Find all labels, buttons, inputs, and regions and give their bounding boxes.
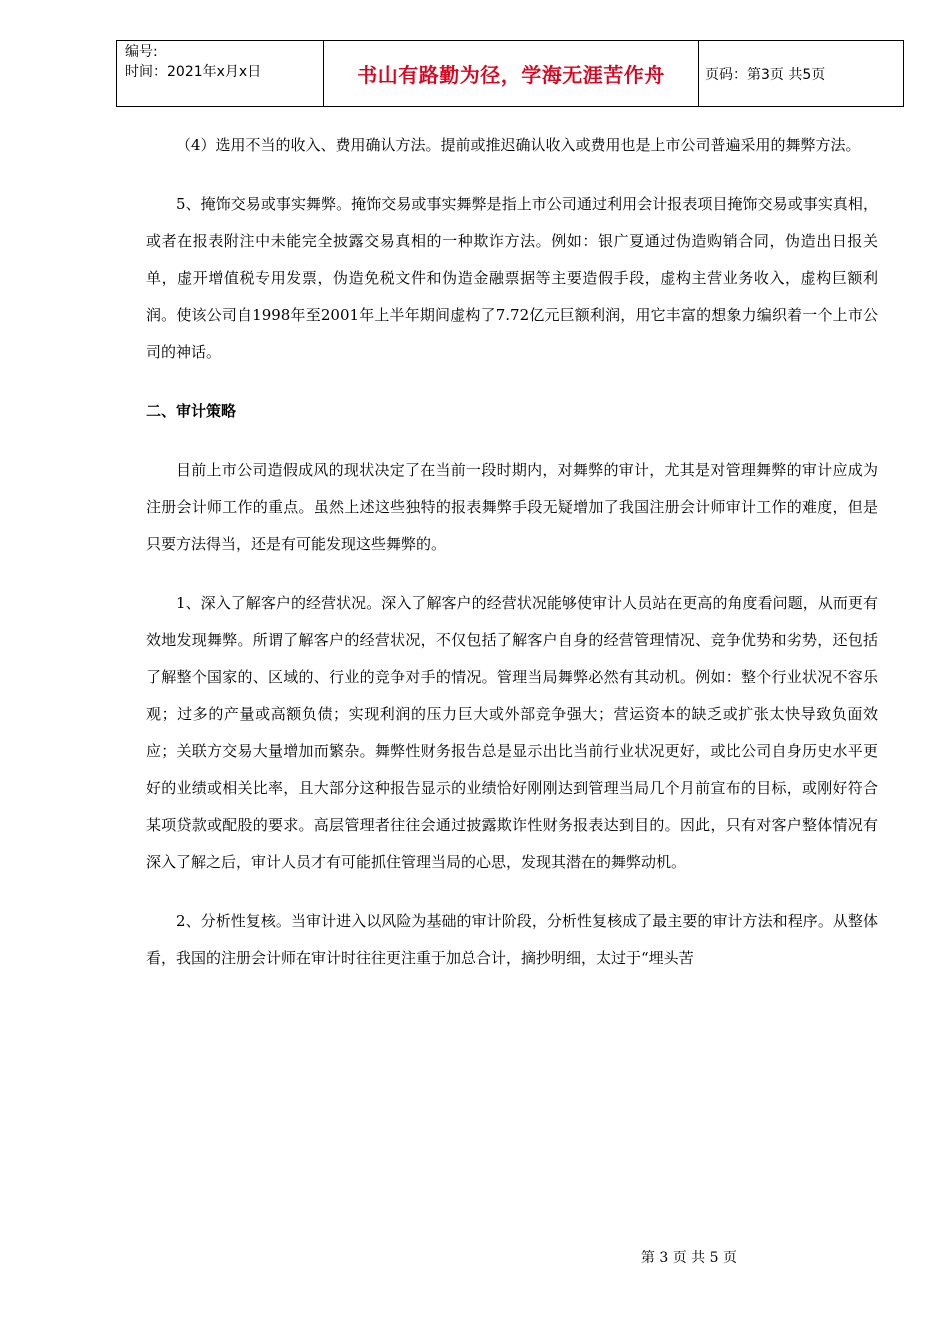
footer-page-number: 第 3 页 共 5 页 (640, 1250, 737, 1266)
paragraph-analytical-review: 2、分析性复核。当审计进入以风险为基础的审计阶段，分析性复核成了最主要的审计方法和程序。从整体看，我国的注册会计师在审计时往往更注重于加总合计，摘抄明细，太过于“埋头苦 (146, 912, 878, 967)
header-page-info: 页码：第3页 共5页 (699, 41, 904, 107)
document-body (146, 127, 878, 999)
document-header (116, 40, 904, 107)
paragraph-understand-client: 1、深入了解客户的经营状况。深入了解客户的经营状况能够使审计人员站在更高的角度看问题，从而更有效地发现舞弊。所谓了解客户的经营状况，不仅包括了解客户自身的经营管理情况、竞争优势和劣势，还包括了解整个国家的、区域的、行业的竞争对手的情况。管理当局舞弊必然有其动机。例如：整个行业状况不容乐观；过多的产量或高额负债；实现利润的压力巨大或外部竞争强大；营运资本的缺乏或扩张太快导致负面效应；关联方交易大量增加而繁杂。舞弊性财务报告总是显示出比当前行业状况更好，或比公司自身历史水平更好的业绩或相关比率，且大部分这种报告显示的业绩恰好刚刚达到管理当局几个月前宣布的目标，或刚好符合某项贷款或配股的要求。高层管理者往往会通过披露欺诈性财务报表达到目的。因此，只有对客户整体情况有深入了解之后，审计人员才有可能抓住管理当局的心思，发现其潜在的舞弊动机。 (146, 594, 878, 871)
time-label: 时间：2021年x月x日 (125, 64, 262, 80)
paragraph-strategy-intro: 目前上市公司造假成风的现状决定了在当前一段时期内，对舞弊的审计，尤其是对管理舞弊的审计应成为注册会计师工作的重点。虽然上述这些独特的报表舞弊手段无疑增加了我国注册会计师审计工作的难度，但是只要方法得当，还是有可能发现这些舞弊的。 (146, 461, 878, 553)
page-footer (0, 1247, 950, 1267)
section-heading-audit-strategy: 二、审计策略 (146, 402, 237, 420)
header-motto: 书山有路勤为径，学海无涯苦作舟 (324, 41, 699, 107)
header-meta-cell (117, 41, 324, 107)
paragraph-5-concealment-fraud: 5、掩饰交易或事实舞弊。掩饰交易或事实舞弊是指上市公司通过利用会计报表项目掩饰交易或事实真相，或者在报表附注中未能完全披露交易真相的一种欺诈方法。例如：银广夏通过伪造购销合同，伪造出日报关单，虚开增值税专用发票，伪造免税文件和伪造金融票据等主要造假手段，虚构主营业务收入，虚构巨额利润。使该公司自1998年至2001年上半年期间虚构了7.72亿元巨额利润，用它丰富的想象力编织着一个上市公司的神话。 (146, 195, 878, 361)
number-label: 编号: (125, 44, 158, 60)
paragraph-4-improper-recognition: （4）选用不当的收入、费用确认方法。提前或推迟确认收入或费用也是上市公司普遍采用的舞弊方法。 (176, 136, 861, 154)
